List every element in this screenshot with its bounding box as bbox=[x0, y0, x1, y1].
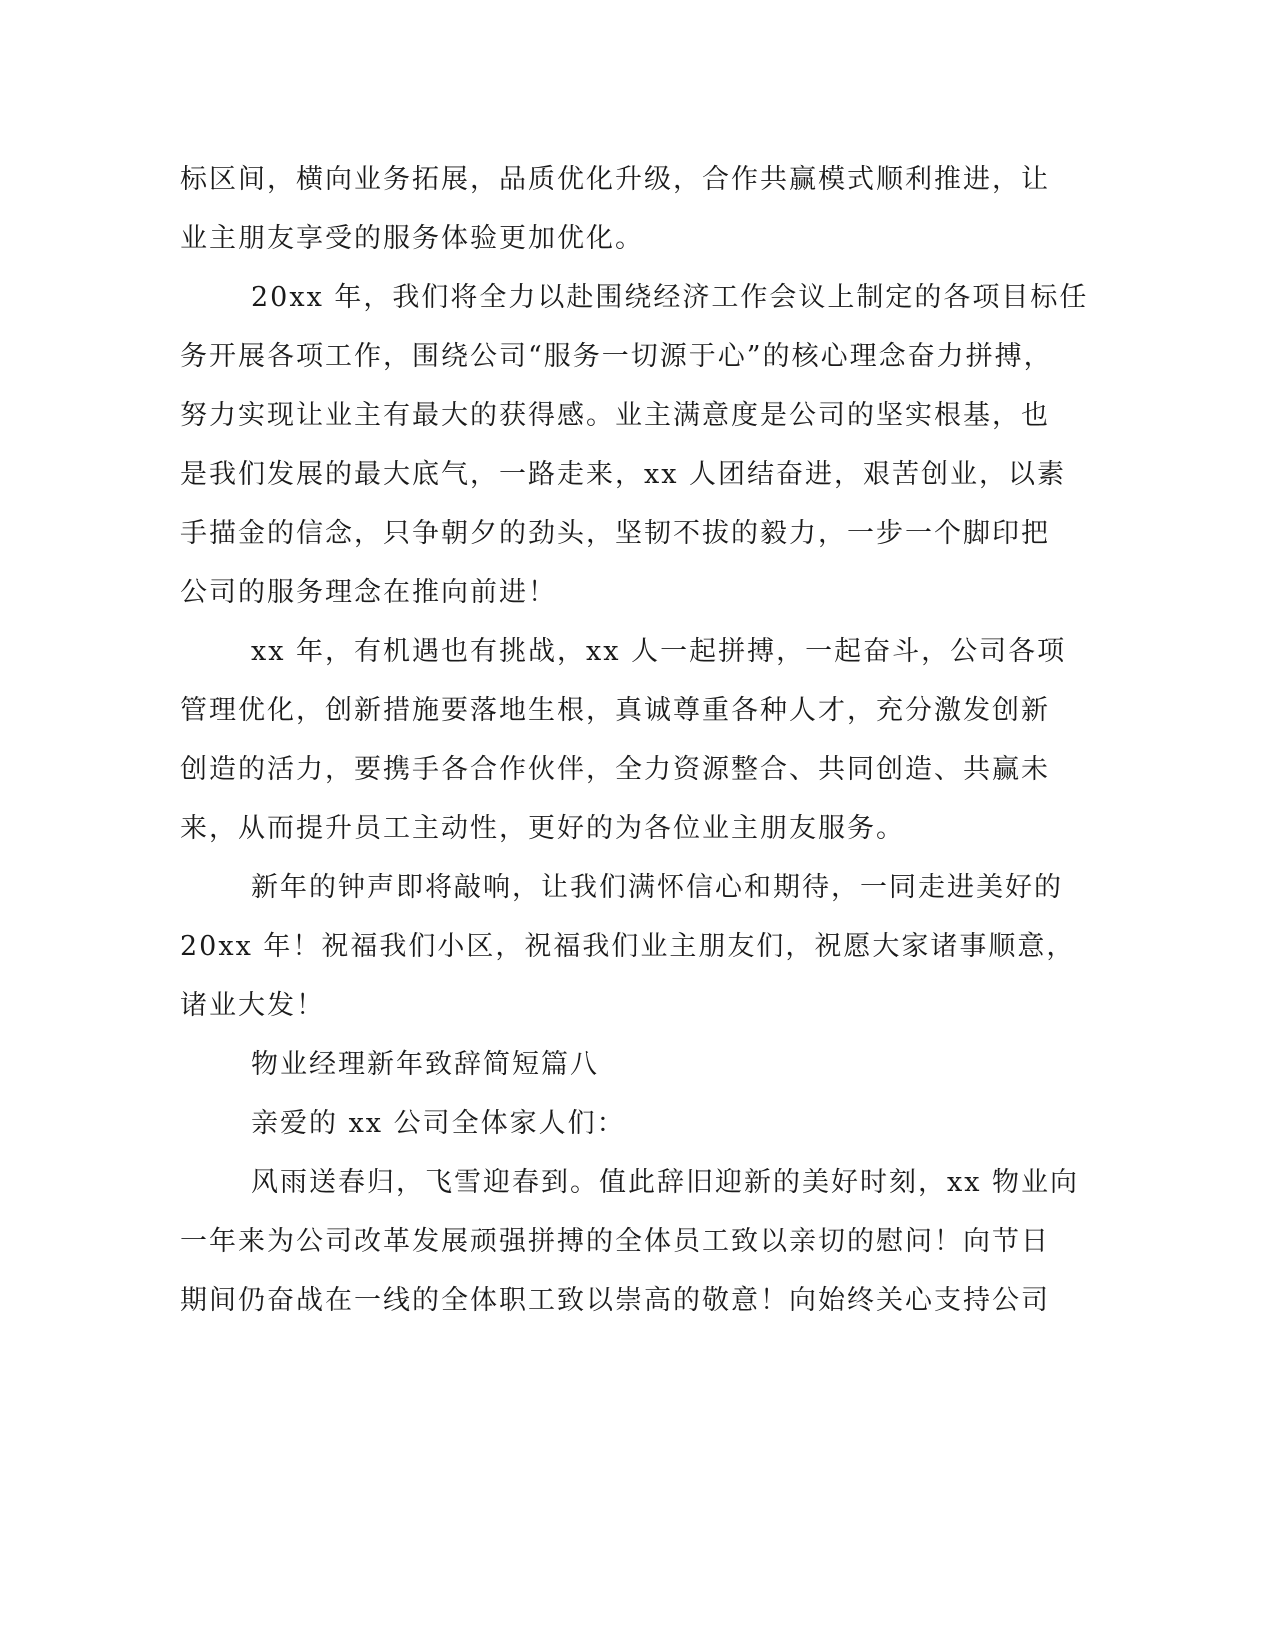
text-line: 期间仍奋战在一线的全体职工致以崇高的敬意！向始终关心支持公司 bbox=[180, 1285, 1050, 1316]
text-line: 务开展各项工作，围绕公司“服务一切源于心”的核心理念奋力拼搏， bbox=[180, 341, 1053, 372]
salutation: 亲爱的 xx 公司全体家人们： bbox=[251, 1108, 626, 1139]
text-line: 努力实现让业主有最大的获得感。业主满意度是公司的坚实根基，也 bbox=[180, 400, 1050, 431]
paragraph-first-line: 新年的钟声即将敲响，让我们满怀信心和期待，一同走进美好的 bbox=[251, 872, 1063, 903]
text-line: 是我们发展的最大底气，一路走来，xx 人团结奋进，艰苦创业，以素 bbox=[180, 459, 1067, 490]
text-line: 手描金的信念，只争朝夕的劲头，坚韧不拔的毅力，一步一个脚印把 bbox=[180, 518, 1050, 549]
text-line: 管理优化，创新措施要落地生根，真诚尊重各种人才，充分激发创新 bbox=[180, 695, 1050, 726]
text-line: 20xx 年！祝福我们小区，祝福我们业主朋友们，祝愿大家诸事顺意， bbox=[180, 931, 1076, 962]
text-line: 诸业大发！ bbox=[180, 990, 325, 1021]
text-line: 创造的活力，要携手各合作伙伴，全力资源整合、共同创造、共赢未 bbox=[180, 754, 1050, 785]
text-line: 公司的服务理念在推向前进！ bbox=[180, 577, 557, 608]
text-line: 一年来为公司改革发展顽强拼搏的全体员工致以亲切的慰问！向节日 bbox=[180, 1226, 1050, 1257]
paragraph-first-line: 风雨送春归，飞雪迎春到。值此辞旧迎新的美好时刻，xx 物业向 bbox=[251, 1167, 1080, 1198]
paragraph-first-line: xx 年，有机遇也有挑战，xx 人一起拼搏，一起奋斗，公司各项 bbox=[251, 636, 1067, 667]
section-heading: 物业经理新年致辞简短篇八 bbox=[251, 1049, 599, 1080]
paragraph-first-line: 20xx 年，我们将全力以赴围绕经济工作会议上制定的各项目标任 bbox=[251, 282, 1089, 313]
text-line: 来，从而提升员工主动性，更好的为各位业主朋友服务。 bbox=[180, 813, 905, 844]
text-line: 标区间，横向业务拓展，品质优化升级，合作共赢模式顺利推进，让 bbox=[180, 164, 1050, 195]
text-line: 业主朋友享受的服务体验更加优化。 bbox=[180, 223, 644, 254]
